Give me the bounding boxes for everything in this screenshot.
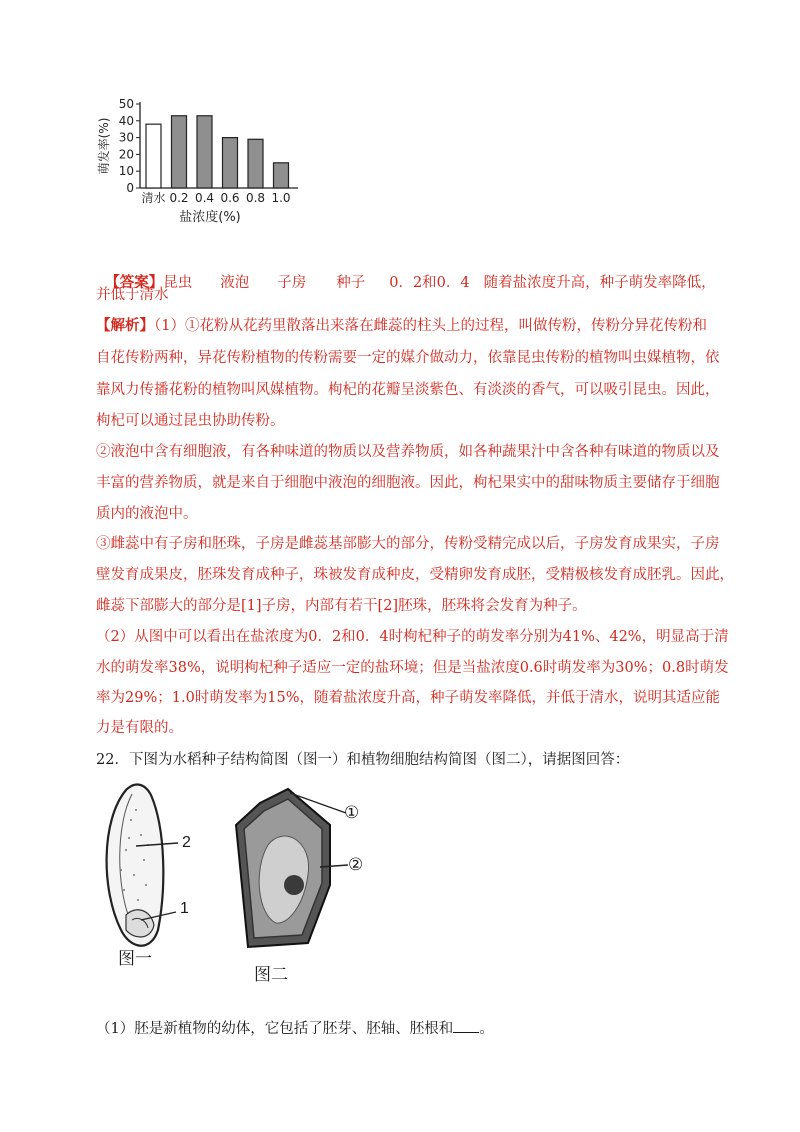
analysis-line-2: 自花传粉两种，异花传粉植物的传粉需要一定的媒介做动力，依靠昆虫传粉的植物叫虫媒植物，依 <box>96 350 720 366</box>
y-axis-label: 萌发率(%) <box>97 117 111 175</box>
analysis-line-7: 质内的液泡中。 <box>96 506 198 522</box>
x-tick-label: 0.8 <box>245 191 266 205</box>
bar-0.4 <box>197 116 212 188</box>
analysis-line-5: ②液泡中含有细胞液，有各种味道的物质以及营养物质，如各种蔬果汁中含各种有味道的物质以及 <box>96 444 720 460</box>
bar-1.0 <box>274 163 289 188</box>
answer-part-2: 液泡 <box>220 275 250 291</box>
analysis-line-11: （2）从图中可以看出在盐浓度为0．2和0．4时枸杞种子的萌发率分别为41%、42%，明显高于清 <box>96 629 729 645</box>
bar-0.2 <box>172 116 187 188</box>
analysis-line-1: 【解析】（1）①花粉从花药里散落出来落在雌蕊的柱头上的过程，叫做传粉，传粉分异花传粉和 <box>96 317 707 334</box>
cell-label-1: ① <box>344 803 360 823</box>
y-tick-label: 10 <box>118 164 134 179</box>
y-tick-label: 50 <box>118 97 134 111</box>
analysis-line-9: 壁发育成果皮，胚珠发育成种子，珠被发育成种皮，受精卵发育成胚，受精极核发育成胚乳。因此， <box>96 567 734 583</box>
question-22: 22．下图为水稻种子结构简图（图一）和植物细胞结构简图（图二），请据图回答： <box>96 752 630 768</box>
figure1-caption: 图一 <box>118 949 152 968</box>
x-tick-label: 清水 <box>141 191 166 205</box>
sub-question-1: （1）胚是新植物的幼体，它包括了胚芽、胚轴、胚根和 。 <box>96 1017 494 1038</box>
analysis-line-14: 力是有限的。 <box>96 720 183 736</box>
analysis-line-12: 水的萌发率38%，说明枸杞种子适应一定的盐环境；但是当盐浓度0.6时萌发率为30%；0.8时萌发 <box>96 660 729 676</box>
answer-line-1 <box>96 253 716 293</box>
analysis-line-13: 率为29%；1.0时萌发率为15%，随着盐浓度升高，种子萌发率降低，并低于清水，说明其适应能 <box>96 690 721 706</box>
answer-part-6: 随着盐浓度升高，种子萌发率降低， <box>483 275 716 291</box>
analysis-line-10: 雌蕊下部膨大的部分是[1]子房，内部有若干[2]胚珠，胚珠将会发育为种子。 <box>96 598 587 614</box>
cell-label-2: ② <box>348 855 364 875</box>
analysis-line-3: 靠风力传播花粉的植物叫风媒植物。枸杞的花瓣呈淡紫色、有淡淡的香气，可以吸引昆虫。因此， <box>96 382 720 398</box>
x-tick-label: 1.0 <box>271 191 291 205</box>
answer-part-4: 种子 <box>336 275 366 291</box>
answer-line-2: 并低于清水 <box>96 287 169 303</box>
x-tick-label: 0.4 <box>194 191 215 205</box>
analysis-tag: 【解析】 <box>96 317 154 334</box>
seed-label-1: 1 <box>180 900 189 917</box>
y-tick-label: 40 <box>118 113 134 128</box>
analysis-line-6: 丰富的营养物质，就是来自于细胞中液泡的细胞液。因此，枸杞果实中的甜味物质主要储存于细胞 <box>96 475 720 491</box>
rice-seed-figure <box>96 780 226 970</box>
bar-0.6 <box>223 138 238 188</box>
germination-bar-chart <box>88 94 318 236</box>
answer-part-1: 昆虫 <box>163 275 193 291</box>
analysis-line-8: ③雌蕊中有子房和胚珠，子房是雌蕊基部膨大的部分，传粉受精完成以后，子房发育成果实，子房 <box>96 536 720 552</box>
x-axis-label: 盐浓度(%) <box>179 210 241 225</box>
y-tick-label: 20 <box>118 147 134 162</box>
answer-part-5: 0．2和0．4 <box>389 275 470 291</box>
analysis-line-4: 枸杞可以通过昆虫协助传粉。 <box>96 413 285 429</box>
answer-part-3: 子房 <box>277 275 307 291</box>
answer-blank[interactable] <box>453 1018 479 1033</box>
y-tick-label: 30 <box>118 130 134 145</box>
answer-tag: 【答案】 <box>105 274 164 291</box>
bar-0.8 <box>248 139 263 188</box>
figure2-caption: 图二 <box>254 965 288 984</box>
plant-cell-figure <box>228 785 388 955</box>
seed-label-2: 2 <box>182 834 191 851</box>
x-tick-label: 0.6 <box>220 191 240 205</box>
nucleus <box>284 875 304 895</box>
y-tick-label: 0 <box>126 181 134 195</box>
x-tick-label: 0.2 <box>169 191 189 205</box>
bar-清水 <box>146 124 161 188</box>
